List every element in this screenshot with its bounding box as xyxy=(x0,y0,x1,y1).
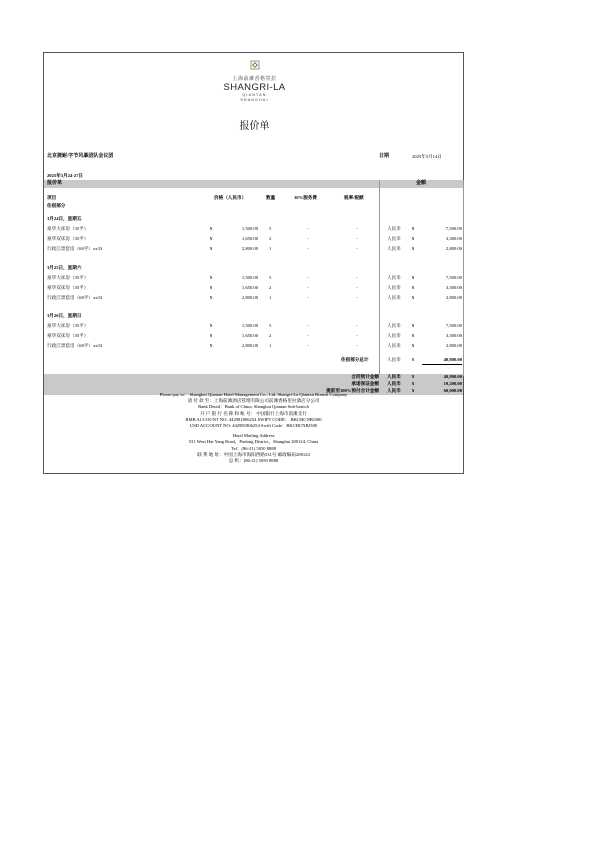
usd-account-line: USD ACCOUNT NO: 442981806254 Swift Code：BKCHCNBJ300 xyxy=(189,423,318,429)
total-yen: ¥ xyxy=(412,374,415,380)
amount-yen: ¥ xyxy=(412,226,415,231)
band-right-label: 金额 xyxy=(416,181,427,186)
tax-value: - xyxy=(356,285,358,290)
room-item: 豪华大床房（35平） xyxy=(47,226,89,231)
shangri-la-emblem-icon xyxy=(250,60,260,70)
col-tax-header: 税率/税额 xyxy=(344,195,364,200)
document-title: 报价单 xyxy=(239,121,270,132)
service-charge: - xyxy=(307,323,309,328)
room-price: 2,800.00 xyxy=(241,295,258,300)
amount-currency: 人民币 xyxy=(387,343,401,348)
amount-currency: 人民币 xyxy=(387,246,401,251)
amount-currency: 人民币 xyxy=(387,295,401,300)
tel-line: Tel：(86-21) 5050 8888 xyxy=(231,445,276,451)
price-yen: ¥ xyxy=(210,333,213,338)
total-yen: ¥ xyxy=(412,388,415,394)
room-item: 豪华双床房（35平） xyxy=(47,236,89,241)
amount-yen: ¥ xyxy=(412,323,415,328)
total-amount: 60,000.00 xyxy=(443,388,462,394)
service-charge: - xyxy=(307,295,309,300)
col-item-header: 项目 xyxy=(47,195,57,200)
price-yen: ¥ xyxy=(210,343,213,348)
total-label: 合同预计金额 xyxy=(351,374,379,380)
total-currency: 人民币 xyxy=(387,388,401,394)
phone-cn-line: 总 机：(86-21) 5050 8888 xyxy=(228,458,279,464)
subtotal-amount: 40,800.00 xyxy=(422,356,462,365)
tax-value: - xyxy=(356,246,358,251)
amount-currency: 人民币 xyxy=(387,275,401,280)
total-amount: 40,800.00 xyxy=(443,374,462,380)
room-qty: 2 xyxy=(269,236,272,241)
tax-value: - xyxy=(356,295,358,300)
price-yen: ¥ xyxy=(210,285,213,290)
room-price: 1,650.00 xyxy=(241,333,258,338)
payment-footer xyxy=(44,392,463,464)
room-amount: 3,300.00 xyxy=(445,333,462,338)
col-qty-header: 数量 xyxy=(266,195,276,200)
client-name: 北京捷耐/字节风暴团队会议团 xyxy=(47,154,114,159)
price-yen: ¥ xyxy=(210,226,213,231)
hotel-logo xyxy=(44,59,465,103)
room-price: 1,500.00 xyxy=(241,323,258,328)
subtotal-label: 住宿部分总计 xyxy=(341,357,369,362)
amount-currency: 人民币 xyxy=(387,323,401,328)
amount-column-divider xyxy=(379,180,380,376)
room-price: 1,500.00 xyxy=(241,275,258,280)
room-amount: 7,500.00 xyxy=(445,226,462,231)
room-amount: 7,500.00 xyxy=(445,323,462,328)
service-charge: - xyxy=(307,226,309,231)
total-currency: 人民币 xyxy=(387,374,401,380)
total-label: 承诺保证金额 xyxy=(351,381,379,387)
amount-currency: 人民币 xyxy=(387,226,401,231)
hotel-sub-2: SHANGHAI xyxy=(240,98,269,102)
right-edge-divider xyxy=(463,180,464,376)
amount-yen: ¥ xyxy=(412,343,415,348)
amount-yen: ¥ xyxy=(412,285,415,290)
day-label: 3月26日，星期日 xyxy=(47,313,82,318)
room-item: 豪华大床房（35平） xyxy=(47,323,89,328)
room-qty: 1 xyxy=(269,295,272,300)
room-qty: 5 xyxy=(269,275,272,280)
amount-yen: ¥ xyxy=(412,275,415,280)
amount-yen: ¥ xyxy=(412,246,415,251)
price-yen: ¥ xyxy=(210,275,213,280)
day-label: 3月24日，星期五 xyxy=(47,216,82,221)
price-yen: ¥ xyxy=(210,246,213,251)
room-qty: 5 xyxy=(269,323,272,328)
bank-cn-line: 开 户 银 行 名 称 和 帐 号： 中国银行上海市前滩支行 xyxy=(200,410,307,416)
quotation-sheet xyxy=(43,52,464,474)
total-currency: 人民币 xyxy=(387,381,401,387)
tax-value: - xyxy=(356,236,358,241)
price-yen: ¥ xyxy=(210,295,213,300)
total-amount: 19,200.00 xyxy=(443,381,462,387)
date-label: 日期 xyxy=(379,154,390,159)
mailing-title: Hotel Mailing Address xyxy=(232,433,275,439)
col-price-header: 价格（人民币） xyxy=(214,195,247,200)
amount-currency: 人民币 xyxy=(387,285,401,290)
room-amount: 3,300.00 xyxy=(445,285,462,290)
tax-value: - xyxy=(356,275,358,280)
room-amount: 3,300.00 xyxy=(445,236,462,241)
hotel-sub-1: QIANTAN xyxy=(242,93,267,97)
room-amount: 2,800.00 xyxy=(445,343,462,348)
price-yen: ¥ xyxy=(210,236,213,241)
room-amount: 2,800.00 xyxy=(445,246,462,251)
room-item: 豪华双床房（35平） xyxy=(47,333,89,338)
tax-value: - xyxy=(356,343,358,348)
service-charge: - xyxy=(307,275,309,280)
room-item: 行政江景套房（68平）xx33 xyxy=(47,343,103,348)
room-item: 豪华大床房（35平） xyxy=(47,275,89,280)
subtotal-currency: 人民币 xyxy=(387,357,401,362)
band-left-label: 报价单 xyxy=(47,181,63,186)
amount-yen: ¥ xyxy=(412,295,415,300)
service-charge: - xyxy=(307,246,309,251)
room-item: 行政江景套房（68平）xx33 xyxy=(47,246,103,251)
amount-currency: 人民币 xyxy=(387,236,401,241)
tax-value: - xyxy=(356,226,358,231)
price-yen: ¥ xyxy=(210,323,213,328)
room-price: 1,500.00 xyxy=(241,226,258,231)
section-label: 住宿部分 xyxy=(47,203,66,208)
service-charge: - xyxy=(307,285,309,290)
col-service-header: 10%服务费 xyxy=(294,195,317,200)
amount-yen: ¥ xyxy=(412,236,415,241)
rmb-account-line: RMB ACCOUNT NO: 442981806254 SWIFT CODE： BKCHCNBJ300 xyxy=(185,416,322,422)
subtotal-yen: ¥ xyxy=(412,357,415,362)
room-qty: 2 xyxy=(269,333,272,338)
room-price: 1,650.00 xyxy=(241,236,258,241)
room-qty: 1 xyxy=(269,343,272,348)
room-amount: 2,800.00 xyxy=(445,295,462,300)
pay-to-line: Please pay to： Shanghai Qiantan Hotel Management Co., Ltd. Shangri-La Qiantan Branch Company xyxy=(159,392,348,397)
service-charge: - xyxy=(307,343,309,348)
tax-value: - xyxy=(356,333,358,338)
room-price: 2,800.00 xyxy=(241,246,258,251)
total-label: 提前至100%预付合计金额 xyxy=(326,388,379,394)
room-item: 行政江景套房（68平）xx33 xyxy=(47,295,103,300)
stay-dates: 2025年3月24-27日 xyxy=(47,173,83,178)
hotel-name-en: SHANGRI-LA xyxy=(223,82,286,93)
room-qty: 2 xyxy=(269,285,272,290)
address-en-line: 531 West Hai Yang Road，Pudong District，Shanghai 200124, China xyxy=(188,439,319,445)
date-value: 2025年3月14日 xyxy=(412,154,442,159)
room-qty: 1 xyxy=(269,246,272,251)
bank-detail-line: Bank Detail：Bank of China, Shanghai Qiantan Sub-branch xyxy=(198,404,309,410)
room-item: 豪华双床房（35平） xyxy=(47,285,89,290)
amount-currency: 人民币 xyxy=(387,333,401,338)
room-price: 1,650.00 xyxy=(241,285,258,290)
room-price: 2,800.00 xyxy=(241,343,258,348)
service-charge: - xyxy=(307,333,309,338)
room-qty: 5 xyxy=(269,226,272,231)
pay-to-cn-line: 请 付 款 至：上海前滩酒店管理有限公司前滩香格里拉酒店分公司 xyxy=(187,398,320,404)
tax-value: - xyxy=(356,323,358,328)
amount-yen: ¥ xyxy=(412,333,415,338)
table-header-band xyxy=(44,180,463,188)
service-charge: - xyxy=(307,236,309,241)
address-cn-line: 联 系 地 址：中国上海市海阳西路531号 邮政编码200124 xyxy=(197,451,310,457)
hotel-name-cn: 上海前滩香格里拉 xyxy=(232,77,277,82)
total-yen: ¥ xyxy=(412,381,415,387)
room-amount: 7,500.00 xyxy=(445,275,462,280)
day-label: 3月25日，星期六 xyxy=(47,265,82,270)
